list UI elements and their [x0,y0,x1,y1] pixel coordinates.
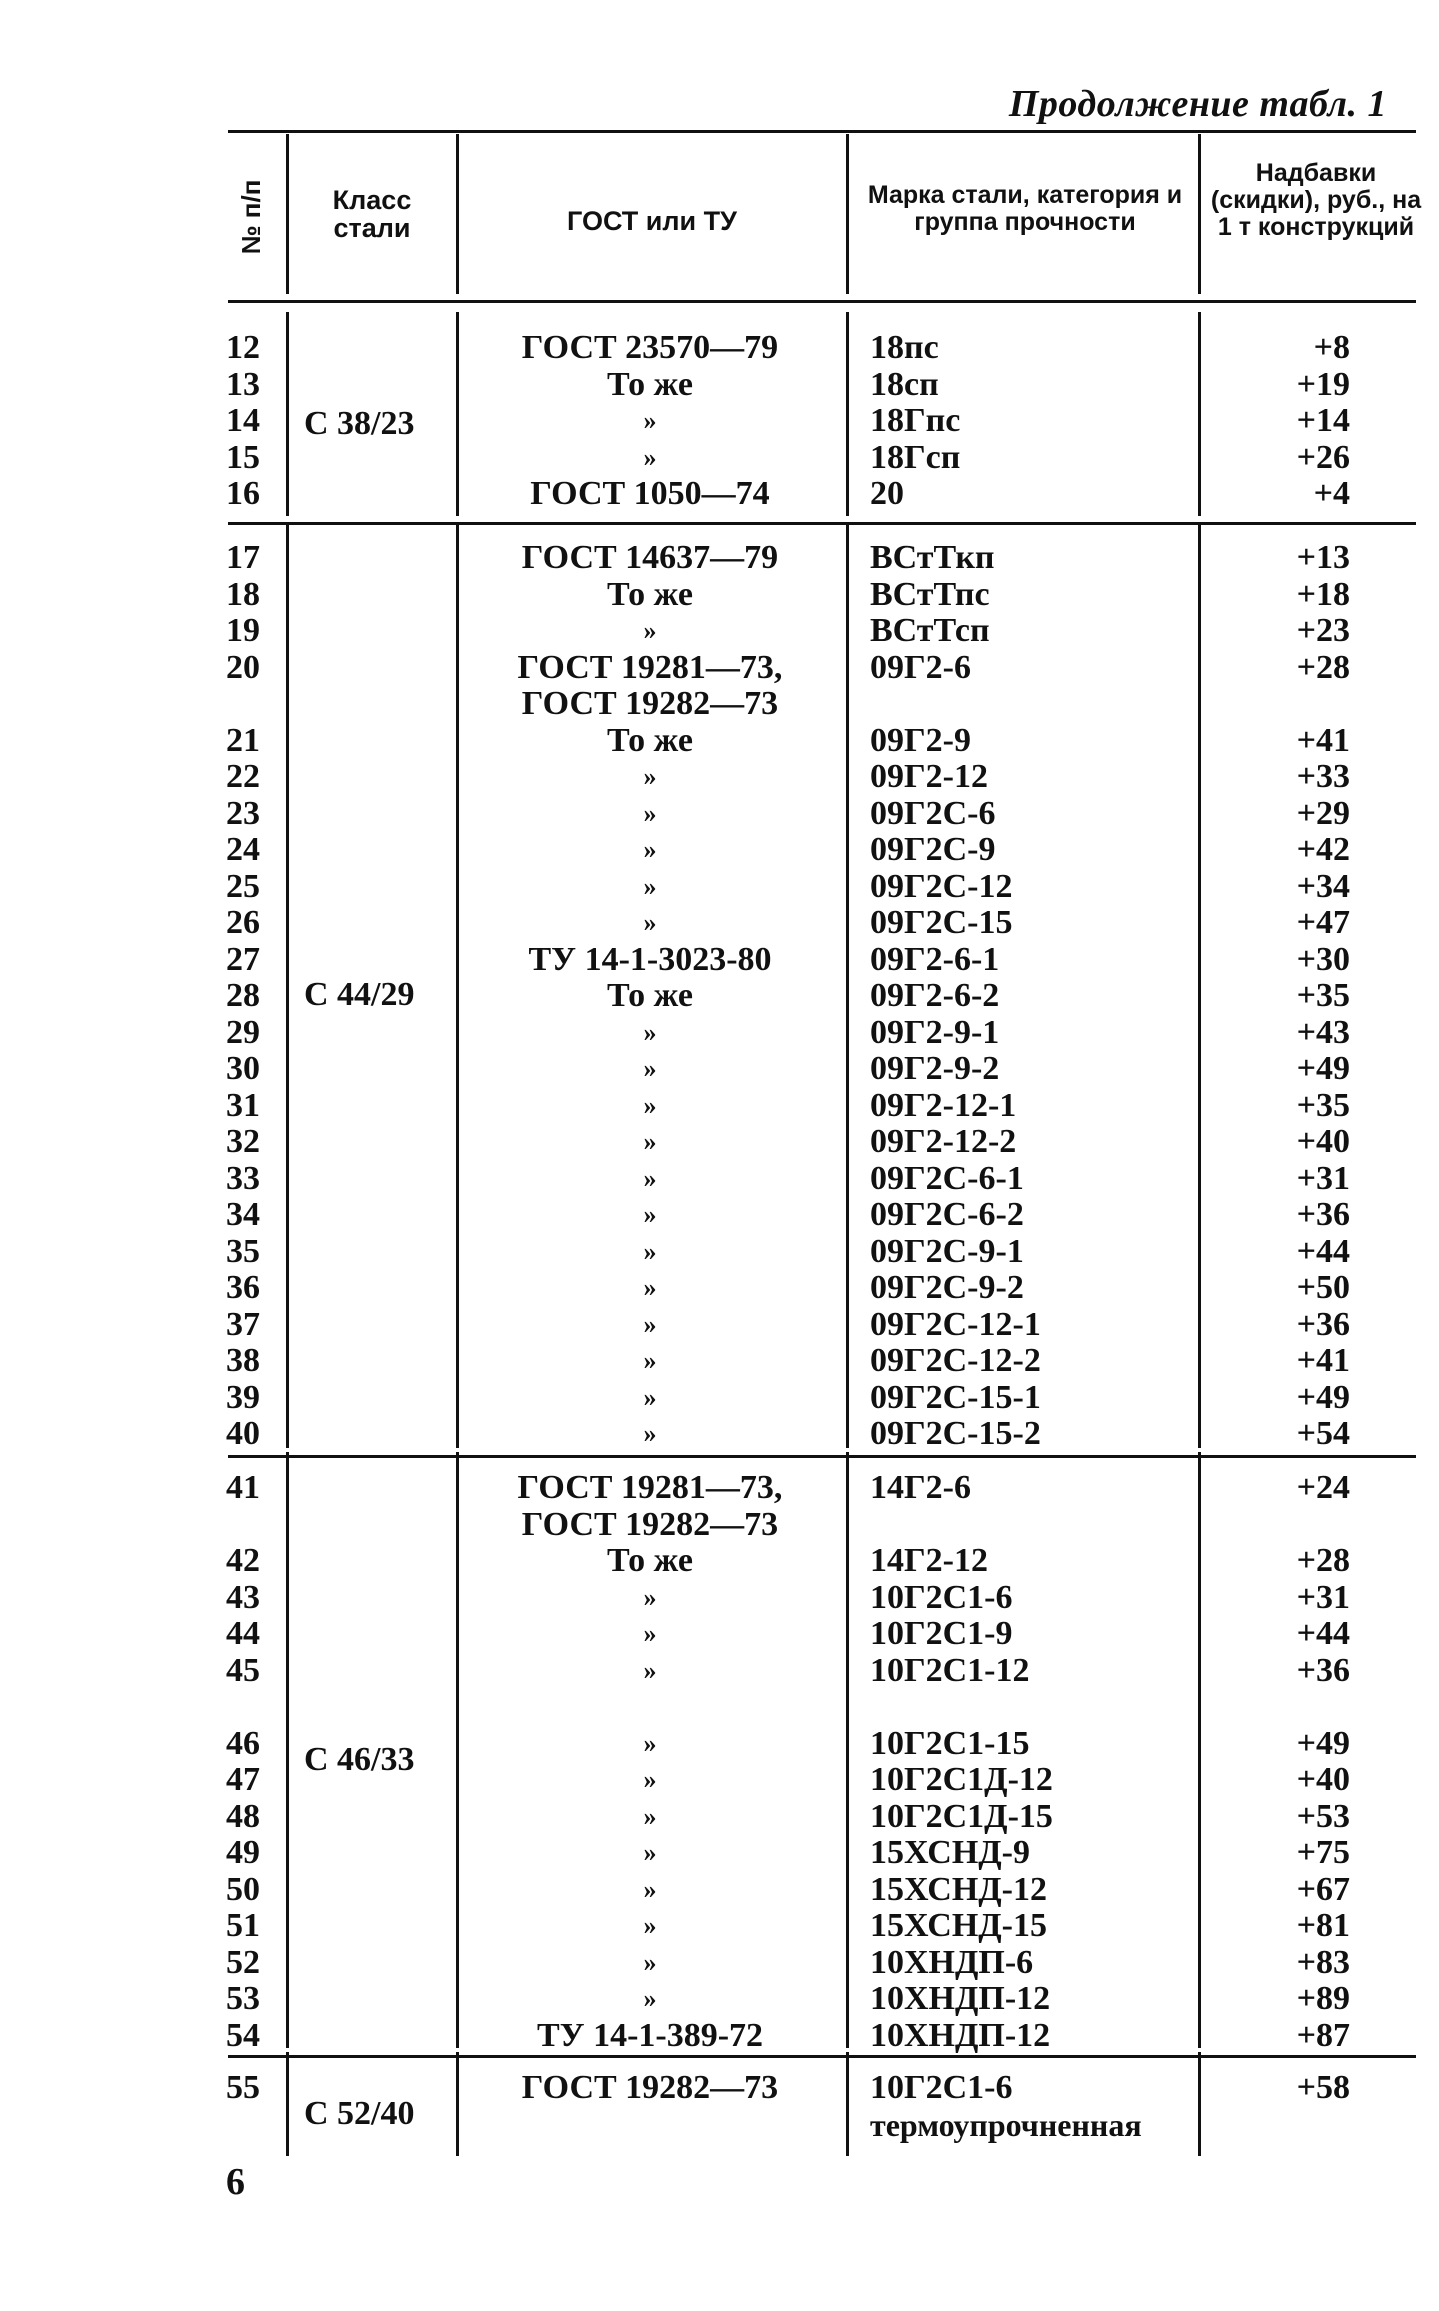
row-gost: » [643,908,657,937]
row-gost: » [643,762,657,791]
group-rule [228,2055,1416,2058]
row-grade: 10Г2С1-6 [870,2069,1013,2106]
row-grade: 20 [870,475,904,512]
row-gost: ГОСТ 19281—73, [517,1469,783,1506]
row-gost: » [643,1236,657,1266]
row-surcharge: +49 [1296,1724,1350,1762]
row-gost: » [643,1655,657,1685]
header-num: № п/п [236,179,266,255]
row-gost: » [643,1054,657,1083]
header-col-sep-1 [286,134,289,294]
group-col-sep [846,522,849,1448]
row-number: 25 [226,867,260,905]
row-surcharge: +49 [1296,1378,1350,1416]
row-grade: 09Г2-6 [870,648,971,686]
group-class-label: С 38/23 [304,405,415,442]
row-surcharge: +36 [1296,1196,1350,1233]
row-number: 18 [226,575,260,613]
row-gost: ТУ 14-1-3023-80 [528,940,772,978]
group-col-sep [456,1452,459,2048]
row-surcharge: +40 [1296,1123,1350,1160]
row-surcharge: +28 [1296,648,1350,686]
row-grade: ВСтТкп [870,539,995,576]
group-col-sep [846,2052,849,2156]
row-gost: » [643,1346,657,1375]
row-grade: 10Г2С1-6 [870,1578,1013,1616]
group-col-sep [1198,522,1201,1448]
row-grade: 18сп [870,365,939,403]
row-number: 52 [226,1943,260,1981]
row-grade: 10ХНДП-12 [870,1980,1051,2017]
row-gost: » [643,1309,657,1339]
row-number: 17 [226,539,260,576]
row-number: 38 [226,1342,260,1379]
row-surcharge: +31 [1296,1578,1350,1616]
row-surcharge: +36 [1296,1305,1350,1343]
row-number: 21 [226,721,260,759]
row-number: 26 [226,904,260,941]
row-grade: 10Г2С1Д-15 [870,1797,1053,1835]
row-number: 32 [226,1123,260,1160]
row-grade: 09Г2-9 [870,721,971,759]
row-number: 53 [226,1980,260,2017]
header-col-sep-3 [846,134,849,294]
row-number: 14 [226,402,260,439]
row-number: 31 [226,1086,260,1124]
row-gost: То же [607,365,693,403]
row-number: 23 [226,794,260,832]
group-col-sep [286,2052,289,2156]
row-gost: » [643,442,657,472]
row-number: 28 [226,977,260,1014]
row-gost: » [643,1382,657,1412]
row-gost: » [643,1765,657,1794]
row-number: 20 [226,648,260,686]
row-grade: 10Г2С1-12 [870,1651,1030,1689]
row-gost: » [643,1801,657,1831]
row-grade: 09Г2С-15-2 [870,1415,1041,1452]
row-grade: 14Г2-6 [870,1469,971,1506]
row-number: 37 [226,1305,260,1343]
row-number: 50 [226,1870,260,1908]
row-gost: » [643,1728,657,1758]
row-number: 12 [226,329,260,366]
group-col-sep [846,1452,849,2048]
row-number: 41 [226,1469,260,1506]
row-number: 55 [226,2069,260,2106]
group-col-sep [846,312,849,516]
row-surcharge: +35 [1296,1086,1350,1124]
row-number: 33 [226,1159,260,1197]
group-col-sep [286,522,289,1448]
row-surcharge: +14 [1296,402,1350,439]
group-class-label: С 46/33 [304,1741,415,1778]
header-klass: Класс стали [332,185,412,243]
row-surcharge: +36 [1296,1651,1350,1689]
row-grade: 09Г2-12-2 [870,1123,1017,1160]
row-gost: » [643,1127,657,1156]
row-surcharge: +28 [1296,1542,1350,1579]
row-surcharge: +4 [1313,475,1350,512]
row-surcharge: +50 [1296,1269,1350,1306]
row-gost: ГОСТ 19281—73, [517,648,783,686]
row-surcharge: +42 [1296,831,1350,868]
header-bottom-rule [228,300,1416,303]
row-grade: ВСтТсп [870,612,990,649]
row-number: 16 [226,475,260,512]
row-surcharge: +33 [1296,758,1350,795]
row-number: 48 [226,1797,260,1835]
row-grade: 09Г2С-6 [870,794,996,832]
group-col-sep [456,312,459,516]
row-number: 35 [226,1232,260,1270]
row-grade: 09Г2-12-1 [870,1086,1017,1124]
row-number: 34 [226,1196,260,1233]
row-gost: » [643,1838,657,1867]
row-surcharge: +44 [1296,1615,1350,1652]
row-surcharge: +83 [1296,1943,1350,1981]
group-col-sep [1198,2052,1201,2156]
row-grade: 09Г2С-15-1 [870,1378,1041,1416]
row-gost: То же [607,977,693,1014]
row-grade: 09Г2С-9 [870,831,996,868]
row-surcharge: +41 [1296,721,1350,759]
row-grade: 09Г2-6-1 [870,940,1000,978]
row-gost: » [643,1947,657,1977]
row-number: 22 [226,758,260,795]
row-number: 13 [226,365,260,403]
row-grade: 09Г2С-9-2 [870,1269,1024,1306]
row-surcharge: +19 [1296,365,1350,403]
group-col-sep [456,2052,459,2156]
row-number: 30 [226,1050,260,1087]
row-gost: » [643,835,657,864]
row-surcharge: +54 [1296,1415,1350,1452]
header-grade: Марка стали, категория и группа прочности [867,181,1183,236]
row-number: 46 [226,1724,260,1762]
row-surcharge: +23 [1296,612,1350,649]
header-add: Надбавки (скидки), руб., на 1 т конструкций [1210,159,1422,241]
group-rule [228,522,1416,525]
row-gost: » [643,1874,657,1904]
row-gost: » [643,1200,657,1229]
row-grade: 15ХСНД-15 [870,1907,1047,1944]
row-grade: 18пс [870,329,939,366]
row-gost-line2: ГОСТ 19282—73 [521,1505,779,1543]
group-class-label: С 44/29 [304,976,415,1013]
row-surcharge: +67 [1296,1870,1350,1908]
row-gost: ГОСТ 19282—73 [521,2069,779,2106]
row-grade: 09Г2С-12-2 [870,1342,1041,1379]
row-surcharge: +47 [1296,904,1350,941]
row-surcharge: +8 [1313,329,1350,366]
row-surcharge: +89 [1296,1980,1350,2017]
row-grade: 14Г2-12 [870,1542,988,1579]
row-surcharge: +34 [1296,867,1350,905]
row-gost: » [643,1984,657,2013]
row-number: 49 [226,1834,260,1871]
page-number: 6 [226,2161,245,2203]
group-col-sep [1198,1452,1201,2048]
row-surcharge: +41 [1296,1342,1350,1379]
row-grade: 09Г2С-15 [870,904,1013,941]
group-col-sep [1198,312,1201,516]
row-surcharge: +40 [1296,1761,1350,1798]
row-gost: То же [607,721,693,759]
header-gost: ГОСТ или ТУ [567,206,737,236]
row-number: 27 [226,940,260,978]
row-grade: 09Г2-9-1 [870,1013,1000,1051]
row-gost: » [643,1419,657,1448]
row-grade: 15ХСНД-12 [870,1870,1047,1908]
row-number: 15 [226,438,260,476]
group-col-sep [286,1452,289,2048]
row-surcharge: +87 [1296,2016,1350,2054]
row-gost: То же [607,1542,693,1579]
row-surcharge: +30 [1296,940,1350,978]
group-class-label: С 52/40 [304,2095,415,2132]
row-surcharge: +29 [1296,794,1350,832]
header-col-sep-4 [1198,134,1201,294]
row-surcharge: +35 [1296,977,1350,1014]
row-grade: 18Гсп [870,438,961,476]
row-gost: » [643,798,657,828]
row-grade: 09Г2С-6-2 [870,1196,1024,1233]
row-gost: » [643,871,657,901]
row-surcharge: +31 [1296,1159,1350,1197]
row-gost: » [643,1619,657,1648]
row-gost: » [643,616,657,645]
row-surcharge: +18 [1296,575,1350,613]
row-grade: ВСтТпс [870,575,990,613]
row-surcharge: +58 [1296,2069,1350,2106]
row-number: 44 [226,1615,260,1652]
row-gost: ГОСТ 14637—79 [521,539,779,576]
row-surcharge: +53 [1296,1797,1350,1835]
header-top-rule [228,130,1416,133]
row-number: 29 [226,1013,260,1051]
row-gost: » [643,1273,657,1302]
row-number: 51 [226,1907,260,1944]
row-gost: » [643,1163,657,1193]
row-grade: 15ХСНД-9 [870,1834,1030,1871]
row-grade: 10ХНДП-12 [870,2016,1051,2054]
row-grade: 09Г2-6-2 [870,977,1000,1014]
row-grade: 09Г2С-9-1 [870,1232,1024,1270]
row-gost-line2: ГОСТ 19282—73 [521,685,779,722]
row-surcharge: +49 [1296,1050,1350,1087]
row-number: 36 [226,1269,260,1306]
table-caption: Продолжение табл. 1 [1008,83,1387,125]
row-number: 45 [226,1651,260,1689]
row-gost: ТУ 14-1-389-72 [536,2016,764,2054]
row-surcharge: +26 [1296,438,1350,476]
row-number: 43 [226,1578,260,1616]
row-number: 24 [226,831,260,868]
row-number: 54 [226,2016,260,2054]
row-surcharge: +43 [1296,1013,1350,1051]
row-surcharge: +75 [1296,1834,1350,1871]
row-grade: 09Г2-9-2 [870,1050,1000,1087]
group-rule [228,1455,1416,1458]
row-grade: 10ХНДП-6 [870,1943,1034,1981]
row-gost: » [643,1582,657,1612]
row-surcharge: +44 [1296,1232,1350,1270]
row-grade: 10Г2С1-9 [870,1615,1013,1652]
row-gost: » [643,1017,657,1047]
row-grade: 09Г2С-6-1 [870,1159,1024,1197]
row-grade: 09Г2С-12-1 [870,1305,1041,1343]
row-grade: 09Г2С-12 [870,867,1013,905]
row-grade-line2: термоупрочненная [870,2106,1142,2143]
row-number: 42 [226,1542,260,1579]
row-surcharge: +81 [1296,1907,1350,1944]
row-surcharge: +13 [1296,539,1350,576]
group-col-sep [456,522,459,1448]
row-number: 19 [226,612,260,649]
row-grade: 10Г2С1-15 [870,1724,1030,1762]
row-gost: То же [607,575,693,613]
row-gost: » [643,1090,657,1120]
row-gost: » [643,406,657,435]
row-number: 47 [226,1761,260,1798]
row-number: 40 [226,1415,260,1452]
row-gost: ГОСТ 23570—79 [521,329,779,366]
row-gost: ГОСТ 1050—74 [530,475,770,512]
row-number: 39 [226,1378,260,1416]
row-grade: 10Г2С1Д-12 [870,1761,1053,1798]
row-grade: 09Г2-12 [870,758,988,795]
header-col-sep-2 [456,134,459,294]
group-col-sep [286,312,289,516]
row-grade: 18Гпс [870,402,961,439]
row-gost: » [643,1911,657,1940]
row-surcharge: +24 [1296,1469,1350,1506]
